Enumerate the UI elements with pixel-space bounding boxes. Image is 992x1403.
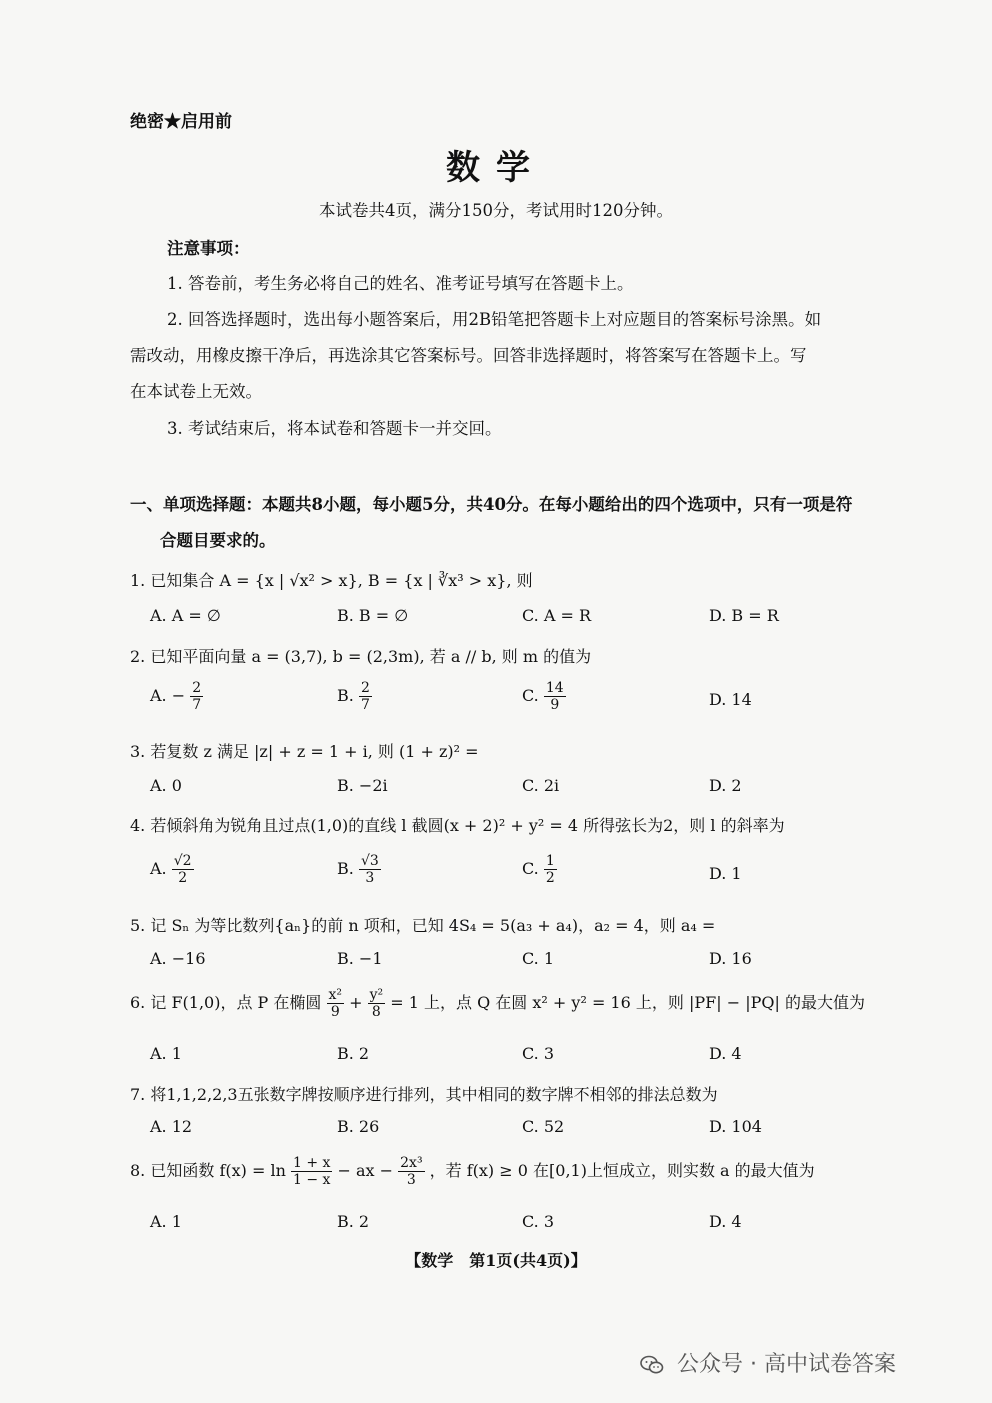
fraction-denominator: 1 − x (292, 1172, 331, 1188)
q2-option-b-label: B. (337, 686, 354, 705)
q2-option-c-fraction (544, 680, 566, 713)
q8-stem-part-1: 8. 已知函数 f(x) = ln (130, 1161, 286, 1180)
notice-line-1: 1. 答卷前，考生务必将自己的姓名、准考证号填写在答题卡上。 (167, 274, 634, 293)
q8-stem-part-2: − ax − (337, 1161, 394, 1180)
fraction-numerator: 1 (545, 853, 555, 869)
q8-fraction-1 (291, 1155, 332, 1188)
confidential-label: 绝密★启用前 (130, 112, 232, 132)
notice-line-5: 3. 考试结束后，将本试卷和答题卡一并交回。 (167, 419, 502, 438)
fraction-numerator: 2 (360, 680, 370, 696)
q2-option-b (337, 680, 372, 713)
fraction-numerator: 2 (192, 680, 202, 696)
q2-option-a-label: A. − (150, 686, 186, 705)
q6-option-d: D. 4 (709, 1044, 742, 1063)
q6-stem-part-2: + (349, 993, 363, 1012)
fraction-numerator: x² (328, 987, 343, 1003)
q4-option-a-fraction (172, 853, 194, 886)
q3-option-a: A. 0 (150, 776, 182, 795)
q6-option-b: B. 2 (337, 1044, 370, 1063)
wechat-icon (640, 1355, 664, 1375)
fraction-numerator: y² (369, 987, 384, 1003)
q4-option-b (337, 853, 381, 886)
q7-option-a: A. 12 (150, 1117, 193, 1136)
q2-option-c (522, 680, 566, 713)
q6-fraction-2 (368, 987, 386, 1020)
q4-option-b-label: B. (337, 859, 354, 878)
fraction-denominator: 8 (371, 1004, 381, 1020)
q7-option-d: D. 104 (709, 1117, 762, 1136)
q8-option-c: C. 3 (522, 1212, 555, 1231)
q6-stem-part-3: = 1 上，点 Q 在圆 x² + y² = 16 上，则 |PF| − |PQ| 的最大值为 (390, 993, 865, 1012)
fraction-denominator: 2 (545, 870, 555, 886)
q2-option-d: D. 14 (709, 690, 752, 709)
q2-option-c-label: C. (522, 686, 539, 705)
question-8-stem (130, 1155, 815, 1188)
question-3-stem: 3. 若复数 z 满足 |z| + z = 1 + i, 则 (1 + z)² = (130, 742, 479, 761)
question-5-stem: 5. 记 Sₙ 为等比数列{aₙ}的前 n 项和，已知 4S₄ = 5(a₃ + a₄)，a₂ = 4，则 a₄ = (130, 916, 716, 935)
fraction-numerator: √3 (360, 853, 379, 869)
notice-heading: 注意事项： (167, 239, 250, 258)
fraction-denominator: 2 (178, 870, 188, 886)
q4-option-a-label: A. (150, 859, 167, 878)
fraction-denominator: 3 (406, 1172, 416, 1188)
q4-option-c-fraction (544, 853, 557, 886)
q3-option-b: B. −2i (337, 776, 388, 795)
q4-option-c-label: C. (522, 859, 539, 878)
notice-line-3: 需改动，用橡皮擦干净后，再选涂其它答案标号。回答非选择题时，将答案写在答题卡上。写 (130, 346, 807, 365)
watermark (640, 1347, 896, 1378)
exam-title: 数学 (446, 148, 546, 188)
fraction-denominator: 7 (360, 697, 370, 713)
section-heading-line-2: 合题目要求的。 (160, 531, 276, 550)
q7-option-b: B. 26 (337, 1117, 380, 1136)
fraction-denominator: 7 (192, 697, 202, 713)
q1-option-c: C. A = R (522, 606, 592, 625)
q6-fraction-1 (327, 987, 345, 1020)
exam-subtitle: 本试卷共4页，满分150分，考试用时120分钟。 (319, 201, 673, 220)
q6-option-c: C. 3 (522, 1044, 555, 1063)
q4-option-b-fraction (359, 853, 381, 886)
notice-line-4: 在本试卷上无效。 (130, 382, 262, 401)
q8-fraction-2 (398, 1155, 424, 1188)
question-4-stem: 4. 若倾斜角为锐角且过点(1,0)的直线 l 截圆(x + 2)² + y² = 4 所得弦长为2，则 l 的斜率为 (130, 816, 785, 835)
q4-option-a (150, 853, 194, 886)
q5-option-b: B. −1 (337, 949, 383, 968)
question-1-stem: 1. 已知集合 A = {x | √x² > x}, B = {x | ∛x³ > x}, 则 (130, 571, 533, 590)
q2-option-b-fraction (359, 680, 372, 713)
q1-option-a: A. A = ∅ (150, 606, 221, 625)
fraction-numerator: √2 (173, 853, 192, 869)
q5-option-c: C. 1 (522, 949, 555, 968)
q1-option-d: D. B = R (709, 606, 779, 625)
fraction-denominator: 9 (550, 697, 560, 713)
q8-stem-part-3: ，若 f(x) ≥ 0 在[0,1)上恒成立，则实数 a 的最大值为 (429, 1161, 815, 1180)
fraction-numerator: 1 + x (292, 1155, 331, 1171)
q3-option-d: D. 2 (709, 776, 742, 795)
question-6-stem (130, 987, 865, 1020)
section-heading (130, 487, 920, 559)
question-7-stem: 7. 将1,1,2,2,3五张数字牌按顺序进行排列，其中相同的数字牌不相邻的排法总数为 (130, 1085, 718, 1104)
q8-option-a: A. 1 (150, 1212, 182, 1231)
q3-option-c: C. 2i (522, 776, 560, 795)
question-2-stem: 2. 已知平面向量 a = (3,7), b = (2,3m), 若 a // b, 则 m 的值为 (130, 647, 592, 666)
watermark-text: 公众号 · 高中试卷答案 (677, 1352, 896, 1377)
notice-line-2: 2. 回答选择题时，选出每小题答案后，用2B铅笔把答题卡上对应题目的答案标号涂黑。如 (167, 310, 822, 329)
q4-option-d: D. 1 (709, 864, 742, 883)
q5-option-a: A. −16 (150, 949, 206, 968)
fraction-denominator: 9 (330, 1004, 340, 1020)
fraction-numerator: 14 (545, 680, 564, 696)
fraction-numerator: 2x³ (400, 1155, 423, 1171)
page-footer: 【数学 第1页(共4页)】 (405, 1251, 587, 1270)
q8-option-d: D. 4 (709, 1212, 742, 1231)
q8-option-b: B. 2 (337, 1212, 370, 1231)
q1-option-b: B. B = ∅ (337, 606, 409, 625)
q7-option-c: C. 52 (522, 1117, 565, 1136)
q2-option-a-fraction (190, 680, 203, 713)
q2-option-a (150, 680, 203, 713)
fraction-denominator: 3 (365, 870, 375, 886)
q4-option-c (522, 853, 557, 886)
q6-stem-part-1: 6. 记 F(1,0)，点 P 在椭圆 (130, 993, 322, 1012)
q6-option-a: A. 1 (150, 1044, 182, 1063)
section-heading-line-1: 一、单项选择题：本题共8小题，每小题5分，共40分。在每小题给出的四个选项中，只有一项是符 (130, 495, 853, 514)
q5-option-d: D. 16 (709, 949, 752, 968)
